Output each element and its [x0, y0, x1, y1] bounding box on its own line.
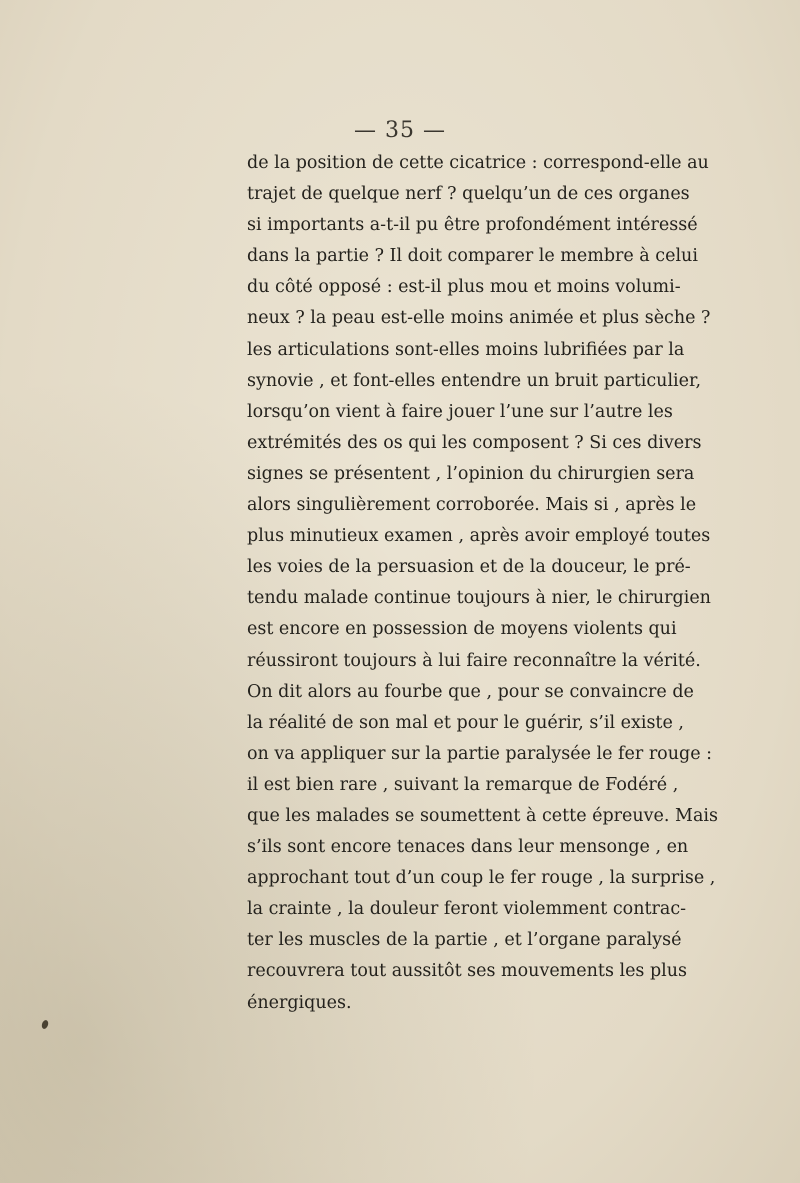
text-line: énergiques.: [247, 992, 352, 1013]
text-line: que les malades se soumettent à cette épreuve. Mais: [247, 805, 718, 826]
text-line: extrémités des os qui les composent ? Si ces divers: [247, 432, 702, 453]
text-line: recouvrera tout aussitôt ses mouvements les plus: [247, 961, 688, 982]
ink-speck: [41, 1019, 50, 1030]
text-line: alors singulièrement corroborée. Mais si , après le: [247, 495, 697, 516]
text-line: neux ? la peau est-elle moins animée et plus sèche ?: [247, 308, 711, 329]
text-line: lorsqu’on vient à faire jouer l’une sur l’autre les: [247, 401, 673, 422]
text-line: ter les muscles de la partie , et l’organe paralysé: [247, 930, 682, 951]
text-line: du côté opposé : est-il plus mou et moins volumi-: [247, 277, 681, 298]
text-line: approchant tout d’un coup le fer rouge , la surprise ,: [247, 868, 716, 889]
body-text: [247, 148, 718, 1019]
text-line: est encore en possession de moyens violents qui: [247, 619, 677, 640]
text-line: s’ils sont encore tenaces dans leur mensonge , en: [247, 837, 689, 858]
page-number: — 35 —: [354, 118, 446, 143]
text-line: la réalité de son mal et pour le guérir, s’il existe ,: [247, 712, 684, 733]
text-line: les articulations sont-elles moins lubrifiées par la: [247, 339, 685, 360]
text-line: on va appliquer sur la partie paralysée le fer rouge :: [247, 743, 713, 764]
text-line: signes se présentent , l’opinion du chirurgien sera: [247, 463, 695, 484]
text-line: plus minutieux examen , après avoir employé toutes: [247, 526, 711, 547]
text-line: tendu malade continue toujours à nier, le chirurgien: [247, 588, 711, 609]
text-line: il est bien rare , suivant la remarque de Fodéré ,: [247, 774, 679, 795]
text-line: trajet de quelque nerf ? quelqu’un de ces organes: [247, 184, 690, 205]
text-line: réussiront toujours à lui faire reconnaître la vérité.: [247, 650, 701, 671]
text-line: dans la partie ? Il doit comparer le membre à celui: [247, 246, 698, 267]
text-line: les voies de la persuasion et de la douceur, le pré-: [247, 557, 691, 578]
text-line: de la position de cette cicatrice : correspond-elle au: [247, 153, 709, 173]
text-line: synovie , et font-elles entendre un bruit particulier,: [247, 370, 702, 391]
text-line: si importants a-t-il pu être profondément intéressé: [247, 215, 698, 236]
text-line: On dit alors au fourbe que , pour se convaincre de: [247, 681, 694, 702]
text-line: la crainte , la douleur feront violemment contrac-: [247, 899, 687, 920]
